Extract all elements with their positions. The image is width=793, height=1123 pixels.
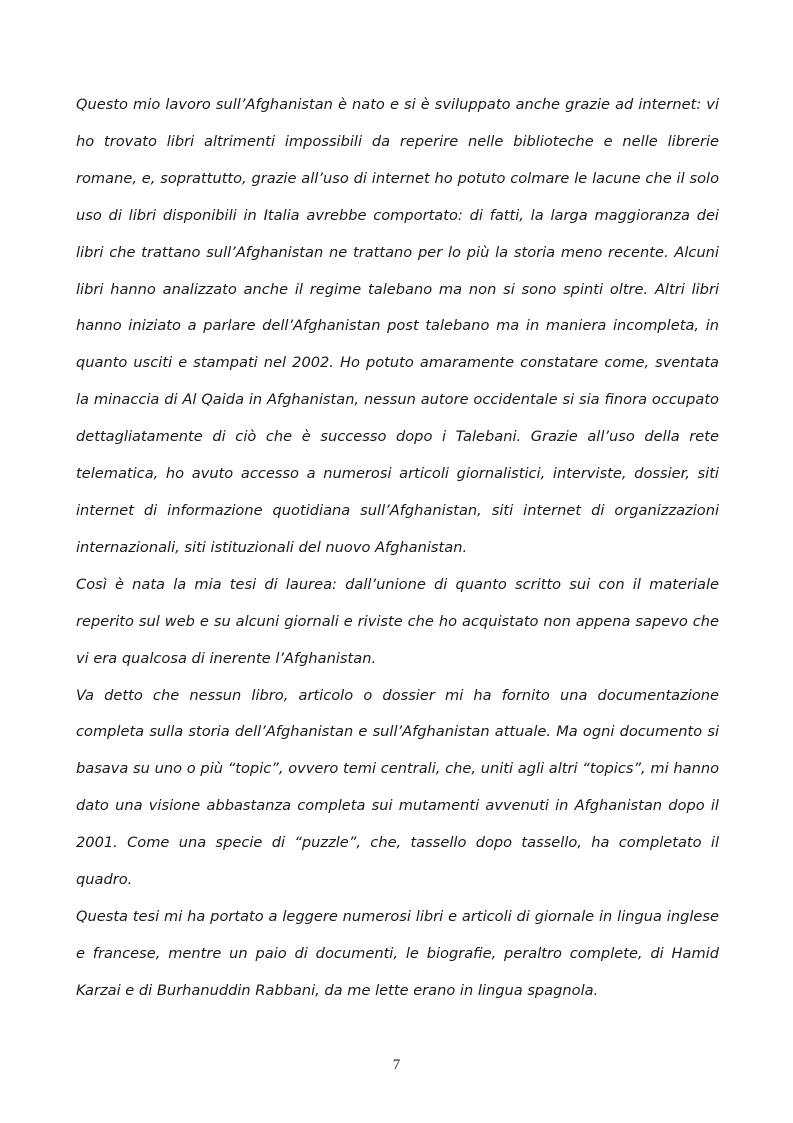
page-number: 7 xyxy=(392,1057,401,1073)
paragraph: Così è nata la mia tesi di laurea: dall’unione di quanto scritto sui con il materiale reperito sul web e su alcuni giornali e riviste che ho acquistato non appena sapevo che vi era qualcosa di inerente l’Afghanistan. xyxy=(76,575,719,667)
paragraph: Questa tesi mi ha portato a leggere numerosi libri e articoli di giornale in lingua inglese e francese, mentre un paio di documenti, le biografie, peraltro complete, di Hamid Karzai e di Burhanuddin Rabbani, da me lette erano in lingua spagnola. xyxy=(76,907,719,999)
document-body xyxy=(76,87,719,1010)
paragraph: Va detto che nessun libro, articolo o dossier mi ha fornito una documentazione completa sulla storia dell’Afghanistan e sull’Afghanistan attuale. Ma ogni documento si basava su uno o più “topic”, ovvero temi centrali, che, uniti agli altri “topics”, mi hanno dato una visione abbastanza completa sui mutamenti avvenuti in Afghanistan dopo il 2001. Come una specie di “puzzle”, che, tassello dopo tassello, ha completato il quadro. xyxy=(76,686,719,889)
paragraph: Questo mio lavoro sull’Afghanistan è nato e si è sviluppato anche grazie ad internet: vi ho trovato libri altrimenti impossibili da reperire nelle biblioteche e nelle librerie romane, e, soprattutto, grazie all’uso di internet ho potuto colmare le lacune che il solo uso di libri disponibili in Italia avrebbe comportato: di fatti, la larga maggioranza dei libri che trattano sull’Afghanistan ne trattano per lo più la storia meno recente. Alcuni libri hanno analizzato anche il regime talebano ma non si sono spinti oltre. Altri libri hanno iniziato a parlare dell’Afghanistan post talebano ma in maniera incompleta, in quanto usciti e stampati nel 2002. Ho potuto amaramente constatare come, sventata la minaccia di Al Qaida in Afghanistan, nessun autore occidentale si sia finora occupato dettagliatamente di ciò che è successo dopo i Talebani. Grazie all’uso della rete telematica, ho avuto accesso a numerosi articoli giornalistici, interviste, dossier, siti internet di informazione quotidiana sull’Afghanistan, siti internet di organizzazioni internazionali, siti istituzionali del nuovo Afghanistan. xyxy=(76,96,719,556)
